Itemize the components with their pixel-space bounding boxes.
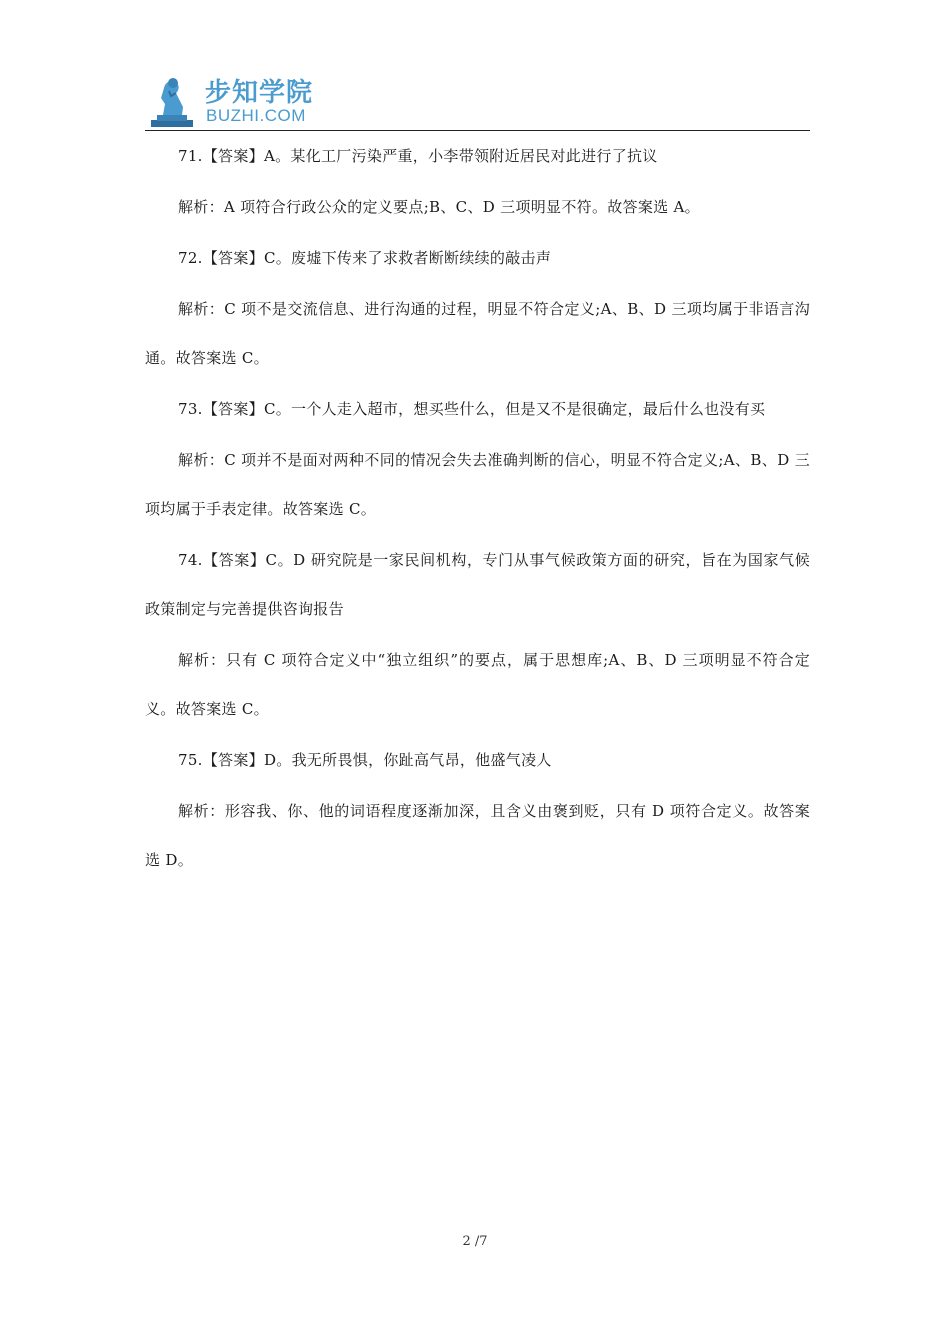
answer-73: 73.【答案】C。一个人走入超市，想买些什么，但是又不是很确定，最后什么也没有买 bbox=[178, 400, 766, 418]
analysis-73: 解析：C 项并不是面对两种不同的情况会失去准确判断的信心，明显不符合定义;A、B、D 三项均属于手表定律。故答案选 C。 bbox=[145, 451, 810, 518]
page-header bbox=[145, 68, 810, 132]
document-body bbox=[145, 132, 810, 885]
page-number: 2 /7 bbox=[462, 1234, 488, 1249]
analysis-72: 解析：C 项不是交流信息、进行沟通的过程，明显不符合定义;A、B、D 三项均属于非语言沟通。故答案选 C。 bbox=[145, 300, 810, 367]
answer-72: 72.【答案】C。废墟下传来了求救者断断续续的敲击声 bbox=[178, 249, 552, 267]
thinker-statue-icon bbox=[149, 74, 195, 128]
analysis-74: 解析：只有 C 项符合定义中“独立组织”的要点，属于思想库;A、B、D 三项明显不符合定义。故答案选 C。 bbox=[145, 651, 810, 718]
analysis-71: 解析：A 项符合行政公众的定义要点;B、C、D 三项明显不符。故答案选 A。 bbox=[178, 198, 700, 216]
answer-71: 71.【答案】A。某化工厂污染严重，小李带领附近居民对此进行了抗议 bbox=[178, 147, 658, 165]
buzhi-logo bbox=[149, 70, 349, 128]
answer-74: 74.【答案】C。D 研究院是一家民间机构，专门从事气候政策方面的研究，旨在为国家气候政策制定与完善提供咨询报告 bbox=[145, 551, 810, 618]
header-divider bbox=[145, 130, 810, 131]
logo-chinese-text: 步知学院 bbox=[205, 78, 314, 108]
answer-75: 75.【答案】D。我无所畏惧，你趾高气昂，他盛气凌人 bbox=[178, 751, 552, 769]
analysis-75: 解析：形容我、你、他的词语程度逐渐加深，且含义由褒到贬，只有 D 项符合定义。故答案选 D。 bbox=[145, 802, 810, 869]
logo-english-text: BUZHI.COM bbox=[206, 106, 306, 125]
